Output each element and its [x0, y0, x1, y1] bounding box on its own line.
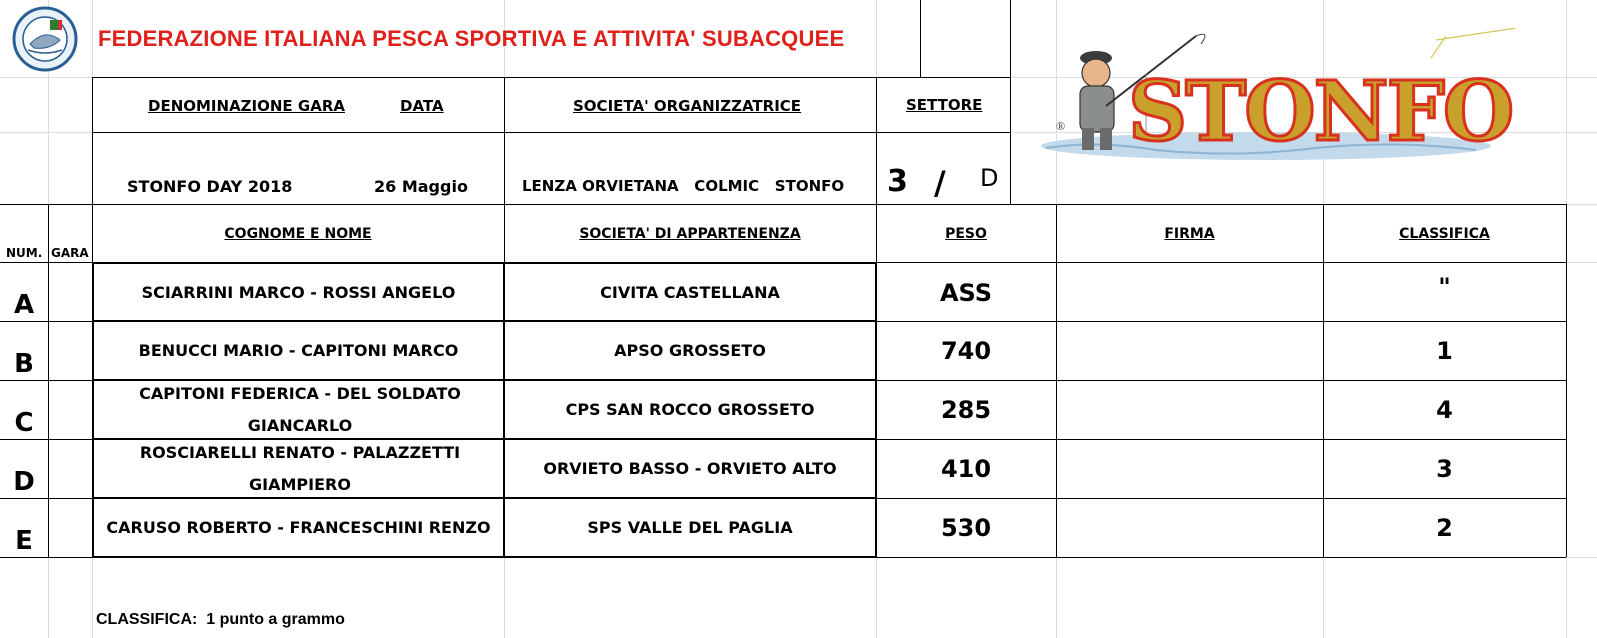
- nome-header: COGNOME E NOME: [224, 226, 372, 242]
- gara-name: STONFO DAY 2018: [127, 177, 293, 196]
- federation-title: FEDERAZIONE ITALIANA PESCA SPORTIVA E ATTIVITA' SUBACQUEE: [98, 26, 845, 51]
- header-right-border: [1010, 0, 1011, 205]
- row-societa: ORVIETO BASSO - ORVIETO ALTO: [543, 458, 837, 478]
- row-classifica: 4: [1436, 395, 1453, 424]
- stonfo-brand-text: STONFO: [1128, 64, 1513, 160]
- gara-date: 26 Maggio: [374, 177, 468, 196]
- societa-organizzatrice-label: SOCIETA' ORGANIZZATRICE: [573, 97, 802, 115]
- header-divider-2: [876, 77, 877, 205]
- data-label: DATA: [400, 97, 444, 115]
- stonfo-logo: [1036, 28, 1526, 168]
- col-divider-peso-head: [876, 204, 877, 264]
- firma-header: FIRMA: [1164, 226, 1215, 242]
- row-classifica: 1: [1436, 336, 1453, 365]
- classifica-header: CLASSIFICA: [1399, 226, 1490, 242]
- row-classifica: 2: [1436, 513, 1453, 542]
- registered-mark: ®: [1056, 119, 1066, 133]
- row-peso: 530: [940, 513, 992, 542]
- row-letter: D: [13, 467, 35, 497]
- settore-label: SETTORE: [906, 96, 983, 114]
- row-societa: CPS SAN ROCCO GROSSETO: [565, 399, 815, 419]
- settore-slash: /: [934, 164, 946, 202]
- title-right-border: [920, 0, 921, 77]
- header-top-border: [92, 77, 1010, 78]
- col-divider-right: [1566, 204, 1567, 557]
- peso-header: PESO: [945, 226, 987, 242]
- header-divider-1: [504, 77, 505, 205]
- col-divider-societa-head: [504, 204, 505, 264]
- row-societa: SPS VALLE DEL PAGLIA: [587, 517, 793, 537]
- federation-logo: [10, 6, 80, 72]
- row-letter: B: [14, 349, 34, 379]
- row-nome: BENUCCI MARIO - CAPITONI MARCO: [138, 340, 459, 360]
- row-classifica: ": [1438, 273, 1451, 301]
- col-divider-nome-head: [92, 204, 93, 264]
- row-nome: CAPITONI FEDERICA - DEL SOLDATO GIANCARLO: [139, 383, 461, 435]
- row-peso: 740: [940, 336, 992, 365]
- row-peso: 285: [940, 395, 992, 424]
- row-societa: APSO GROSSETO: [614, 340, 766, 360]
- header-bottom-border: [0, 204, 1566, 205]
- row-letter: E: [15, 526, 33, 556]
- settore-letter: D: [980, 164, 999, 192]
- gara-header: GARA: [51, 246, 89, 260]
- header-left-border: [92, 77, 93, 205]
- row-nome: SCIARRINI MARCO - ROSSI ANGELO: [141, 282, 456, 302]
- row-societa: CIVITA CASTELLANA: [600, 282, 780, 302]
- footer-note: CLASSIFICA: 1 punto a grammo: [96, 611, 345, 628]
- societa-organizzatrice-value: LENZA ORVIETANA COLMIC STONFO: [522, 177, 845, 195]
- row-nome: CARUSO ROBERTO - FRANCESCHINI RENZO: [106, 517, 491, 537]
- denominazione-label: DENOMINAZIONE GARA: [148, 97, 345, 115]
- societa-appartenenza-header: SOCIETA' DI APPARTENENZA: [579, 226, 801, 242]
- thick-bottom: [92, 556, 876, 558]
- row-peso: ASS: [939, 278, 993, 307]
- row-classifica: 3: [1436, 454, 1453, 483]
- row-nome: ROSCIARELLI RENATO - PALAZZETTI GIAMPIERO: [139, 442, 461, 494]
- row-peso: 410: [940, 454, 992, 483]
- row-letter: A: [13, 290, 35, 320]
- header-mid-border: [92, 132, 1010, 133]
- settore-number: 3: [887, 164, 908, 199]
- row-letter: C: [14, 408, 34, 438]
- num-header: NUM.: [6, 246, 43, 260]
